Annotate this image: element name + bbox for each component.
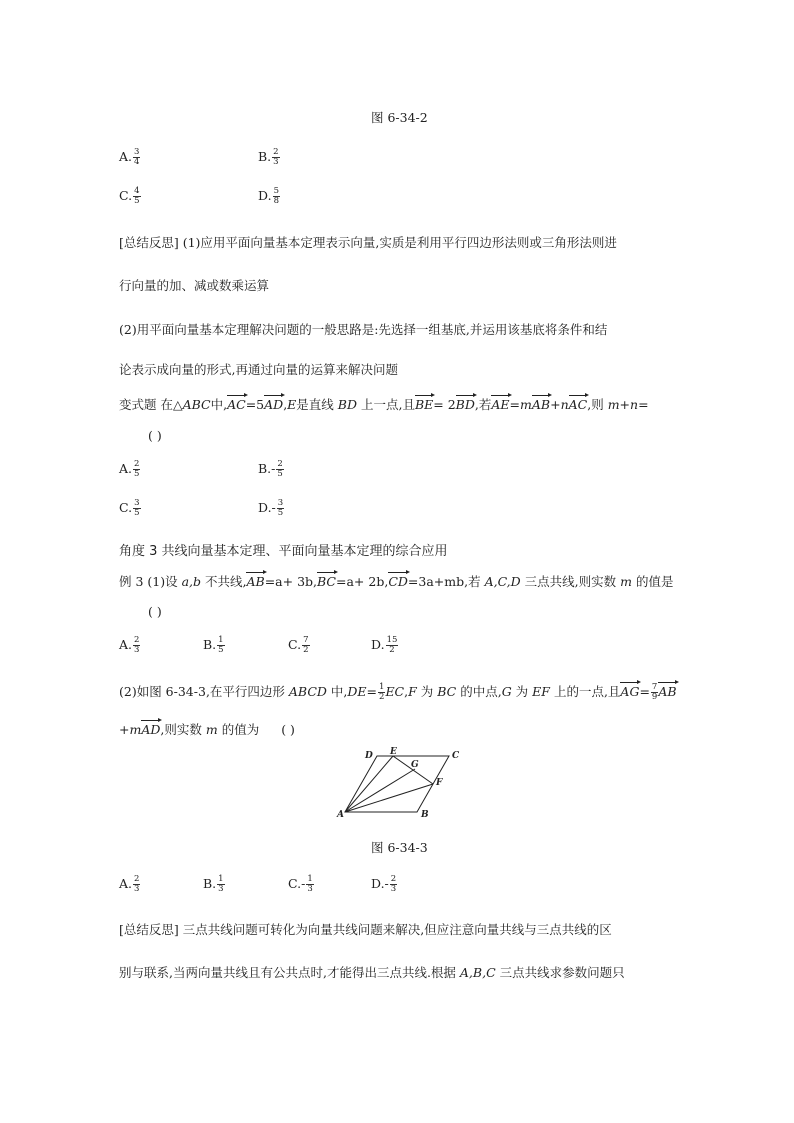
- option-c: C.- $\frac{1}{3}$: [288, 874, 313, 894]
- section-heading: 角度 3 共线向量基本定理、平面向量基本定理的综合应用: [119, 544, 448, 559]
- fraction: $\frac{7}{2}$: [303, 635, 309, 655]
- answer-paren: ( ): [148, 604, 162, 619]
- option-d: D.- $\frac{3}{5}$: [258, 498, 284, 518]
- vector-ab: AB: [658, 684, 677, 699]
- vector-be: BE: [414, 397, 434, 412]
- vector-ac: AC: [227, 397, 246, 412]
- point-label-c: C: [452, 751, 460, 761]
- fraction: $\frac{1}{3}$: [307, 874, 313, 894]
- summary-line: [总结反思] 三点共线问题可转化为向量共线问题来解决,但应注意向量共线与三点共线的区: [119, 922, 612, 937]
- fraction: $\frac{2}{3}$: [134, 874, 140, 894]
- variant-question: 变式题 在△ABC中,AC=5AD,E是直线 BD 上一点,且BE= 2BD,若AE=mAB+nAC,则 m+n=: [119, 397, 649, 412]
- vector-bd: BD: [455, 397, 475, 412]
- summary-line: 论表示成向量的形式,再通过向量的运算来解决问题: [119, 362, 398, 377]
- vector-ac: AC: [568, 397, 588, 412]
- fraction: $\frac{2}{5}$: [277, 459, 283, 479]
- point-label-e: E: [390, 747, 397, 757]
- fraction: $\frac{2}{3}$: [134, 635, 140, 655]
- option-b: B. $\frac{2}{3}$: [258, 147, 279, 167]
- fraction: $\frac{4}{5}$: [134, 186, 140, 206]
- summary-line: 行向量的加、减或数乘运算: [119, 278, 270, 293]
- segment-ag: [345, 769, 415, 812]
- answer-paren: ( ): [281, 722, 295, 737]
- vector-ad: AD: [264, 397, 284, 412]
- option-a: A. $\frac{2}{3}$: [119, 874, 140, 894]
- option-c: C. $\frac{3}{5}$: [119, 498, 140, 518]
- summary-line: [总结反思] (1)应用平面向量基本定理表示向量,实质是利用平行四边形法则或三角形法则进: [119, 235, 617, 250]
- option-c: C. $\frac{4}{5}$: [119, 186, 140, 206]
- option-b: B.- $\frac{2}{5}$: [258, 459, 283, 479]
- option-c: C. $\frac{7}{2}$: [288, 635, 309, 655]
- fraction: $\frac{15}{2}$: [386, 635, 398, 655]
- option-d: D. $\frac{15}{2}$: [371, 635, 398, 655]
- parallelogram-figure: [335, 745, 465, 820]
- point-label-f: F: [436, 778, 443, 788]
- fraction: $\frac{7}{9}$: [651, 682, 658, 702]
- fraction: $\frac{1}{3}$: [218, 874, 224, 894]
- point-label-g: G: [411, 760, 419, 770]
- option-b: B. $\frac{1}{5}$: [203, 635, 224, 655]
- segment-ae: [345, 756, 393, 812]
- fraction: $\frac{2}{3}$: [273, 147, 279, 167]
- fraction: $\frac{3}{5}$: [134, 498, 140, 518]
- vector-bc: BC: [317, 574, 336, 589]
- option-b: B. $\frac{1}{3}$: [203, 874, 224, 894]
- point-label-d: D: [365, 751, 373, 761]
- parallelogram-abcd: [345, 756, 449, 812]
- fraction: $\frac{1}{5}$: [218, 635, 224, 655]
- summary-line: (2)用平面向量基本定理解决问题的一般思路是:先选择一组基底,并运用该基底将条件和结: [119, 322, 608, 337]
- vector-cd: CD: [388, 574, 408, 589]
- option-d: D. $\frac{5}{8}$: [258, 186, 279, 206]
- fraction: $\frac{1}{2}$: [379, 682, 385, 702]
- vector-ab: AB: [531, 397, 551, 412]
- vector-ab: AB: [246, 574, 265, 589]
- summary-line: 别与联系,当两向量共线且有公共点时,才能得出三点共线.根据 A,B,C 三点共线求参数问题只: [119, 965, 625, 980]
- example-question: 例 3 (1)设 a,b 不共线,AB=a+ 3b,BC=a+ 2b,CD=3a+mb,若 A,C,D 三点共线,则实数 m 的值是: [119, 574, 674, 589]
- vector-ag: AG: [620, 684, 640, 699]
- figure-caption-6-34-2: 图 6-34-2: [371, 110, 428, 125]
- option-a: A. $\frac{3}{4}$: [119, 147, 140, 167]
- figure-caption-6-34-3: 图 6-34-3: [371, 840, 428, 855]
- fraction: $\frac{2}{3}$: [390, 874, 397, 894]
- vector-ad: AD: [141, 722, 161, 737]
- fraction: $\frac{3}{5}$: [277, 498, 284, 518]
- option-a: A. $\frac{2}{3}$: [119, 635, 140, 655]
- option-a: A. $\frac{2}{5}$: [119, 459, 140, 479]
- answer-paren: ( ): [148, 428, 162, 443]
- fraction: $\frac{5}{8}$: [273, 186, 279, 206]
- example-question: (2)如图 6-34-3,在平行四边形 ABCD 中,DE= $\frac{1}{2}$ EC,F 为 BC 的中点,G 为 EF 上的一点,且AG= $\frac{7}{9}$ AB: [119, 682, 677, 702]
- fraction: $\frac{2}{5}$: [134, 459, 140, 479]
- point-label-a: A: [337, 810, 344, 820]
- vector-ae: AE: [491, 397, 510, 412]
- point-label-b: B: [421, 810, 429, 820]
- fraction: $\frac{3}{4}$: [134, 147, 140, 167]
- example-question-cont: +mAD,则实数 m 的值为 ( ): [119, 722, 295, 737]
- option-d: D.- $\frac{2}{3}$: [371, 874, 397, 894]
